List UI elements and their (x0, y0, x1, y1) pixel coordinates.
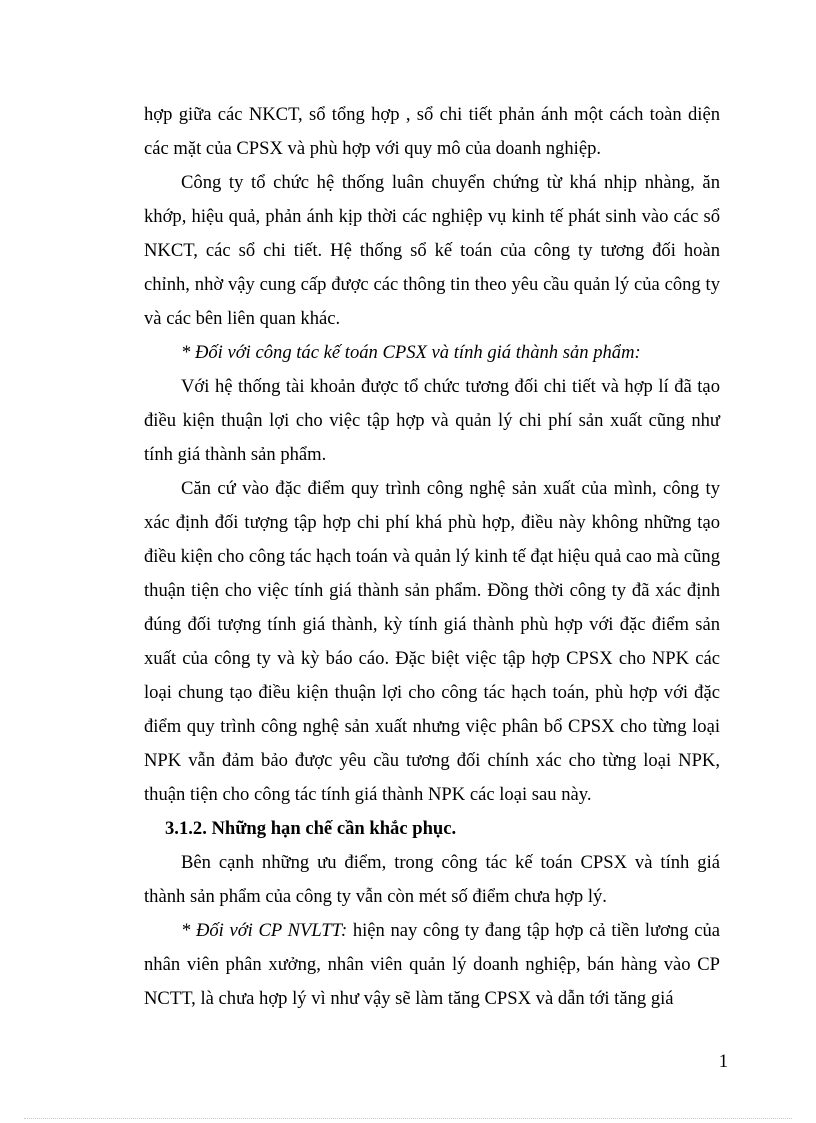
paragraph-5: Căn cứ vào đặc điểm quy trình công nghệ sản xuất của mình, công ty xác định đối tượng tập hợp chi phí khá phù hợp, điều này không những tạo điều kiện cho công tác hạch toán và quản lý kinh tế đạt hiệu quả cao mà cũng thuận tiện cho việc tính giá thành sản phẩm. Đồng thời công ty đã xác định đúng đối tượng tính giá thành, kỳ tính giá thành phù hợp với đặc điểm sản xuất của công ty và kỳ báo cáo. Đặc biệt việc tập hợp CPSX cho NPK các loại chung tạo điều kiện thuận lợi cho công tác hạch toán, phù hợp với đặc điểm quy trình công nghệ sản xuất nhưng việc phân bổ CPSX cho từng loại NPK vẫn đảm bảo được yêu cầu tương đối chính xác cho từng loại NPK, thuận tiện cho công tác tính giá thành NPK các loại sau này. (144, 478, 720, 805)
paragraph-7-lead: * Đối với CP NVLTT: (181, 920, 348, 941)
paragraph-7 (144, 914, 720, 1016)
section-heading: 3.1.2. Những hạn chế cần khắc phục. (165, 818, 457, 839)
paragraph-3-italic-heading: * Đối với công tác kế toán CPSX và tính giá thành sản phẩm: (181, 342, 641, 363)
page-number: 1 (718, 1051, 728, 1072)
page-body (144, 98, 720, 1016)
paragraph-4: Với hệ thống tài khoản được tổ chức tương đối chi tiết và hợp lí đã tạo điều kiện thuận lợi cho việc tập hợp và quản lý chi phí sản xuất cũng như tính giá thành sản phẩm. (144, 376, 720, 465)
paragraph-2: Công ty tổ chức hệ thống luân chuyển chứng từ khá nhịp nhàng, ăn khớp, hiệu quả, phản ánh kịp thời các nghiệp vụ kinh tế phát sinh vào các sổ NKCT, các sổ chi tiết. Hệ thống sổ kế toán của công ty tương đối hoàn chỉnh, nhờ vậy cung cấp được các thông tin theo yêu cầu quản lý của công ty và các bên liên quan khác. (144, 172, 720, 329)
page-bottom-divider (24, 1118, 792, 1119)
paragraph-1: hợp giữa các NKCT, sổ tổng hợp , sổ chi tiết phản ánh một cách toàn diện các mặt của CPSX và phù hợp với quy mô của doanh nghiệp. (144, 104, 720, 159)
paragraph-7-body: hiện nay công ty đang tập hợp cả tiền lương của nhân viên phân xưởng, nhân viên quản lý doanh nghiệp, bán hàng vào CP NCTT, là chưa hợp lý vì như vậy sẽ làm tăng CPSX và dẫn tới tăng giá (144, 920, 720, 1009)
paragraph-6: Bên cạnh những ưu điểm, trong công tác kế toán CPSX và tính giá thành sản phẩm của công ty vẫn còn mét số điểm chưa hợp lý. (144, 852, 720, 907)
